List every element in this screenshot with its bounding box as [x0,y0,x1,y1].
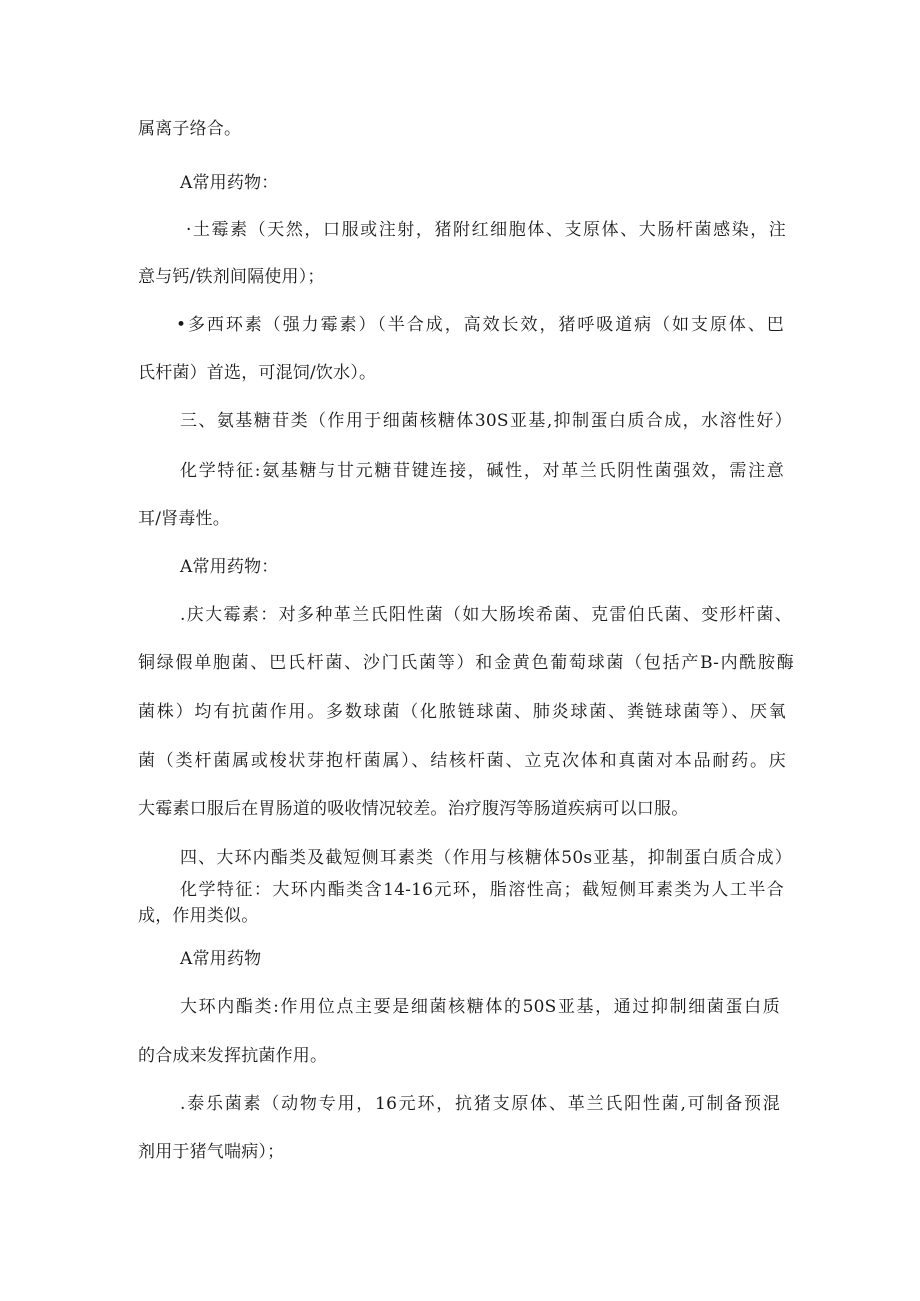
text-line: 化学特征:氨基糖与甘元糖苷键连接，碱性，对革兰氏阴性菌强效，需注意 [180,461,784,481]
text-line: 菌株）均有抗菌作用。多数球菌（化脓链球菌、肺炎球菌、粪链球菌等）、厌氧 [138,702,786,722]
text-line: 大霉素口服后在胃肠道的吸收情况较差。治疗腹泻等肠道疾病可以口服。 [138,799,689,819]
text-line: 化学特征：大环内酯类含14-16元环，脂溶性高；截短侧耳素类为人工半合 [180,880,784,900]
text-line: 成，作用类似。 [138,906,259,926]
text-line: 氏杆菌）首选，可混饲/饮水）。 [138,363,377,383]
text-line: 意与钙/铁剂间隔使用）； [138,267,325,287]
section-label: A常用药物： [180,173,279,193]
section-heading: 三、氨基糖苷类（作用于细菌核糖体30S亚基,抑制蛋白质合成，水溶性好） [180,411,792,431]
list-item: .泰乐菌素（动物专用，16元环，抗猪支原体、革兰氏阳性菌,可制备预混 [180,1094,780,1114]
text-line: 耳/肾毒性。 [138,509,230,529]
list-item: •多西环素（强力霉素）（半合成，高效长效，猪呼吸道病（如支原体、巴 [176,315,784,335]
text-line: 剂用于猪气喘病）； [138,1142,285,1162]
text-line: 的合成来发挥抗菌作用。 [138,1046,328,1066]
text-line: 属离子络合。 [138,119,242,139]
section-label: A常用药物 [180,949,262,969]
text-line: 菌（类杆菌属或梭状芽抱杆菌属）、结核杆菌、立克次体和真菌对本品耐药。庆 [138,751,786,771]
list-item: .庆大霉素：对多种革兰氏阳性菌（如大肠埃希菌、克雷伯氏菌、变形杆菌、 [180,605,792,625]
text-line: 铜绿假单胞菌、巴氏杆菌、沙门氏菌等）和金黄色葡萄球菌（包括产B-内酰胺酶 [138,653,794,673]
section-heading: 四、大环内酯类及截短侧耳素类（作用与核糖体50s亚基，抑制蛋白质合成） [180,848,792,868]
text-line: 大环内酯类:作用位点主要是细菌核糖体的50S亚基，通过抑制细菌蛋白质 [180,997,780,1017]
section-label: A常用药物： [180,557,279,577]
list-item: ·土霉素（天然，口服或注射，猪附红细胞体、支原体、大肠杆菌感染，注 [186,220,786,240]
